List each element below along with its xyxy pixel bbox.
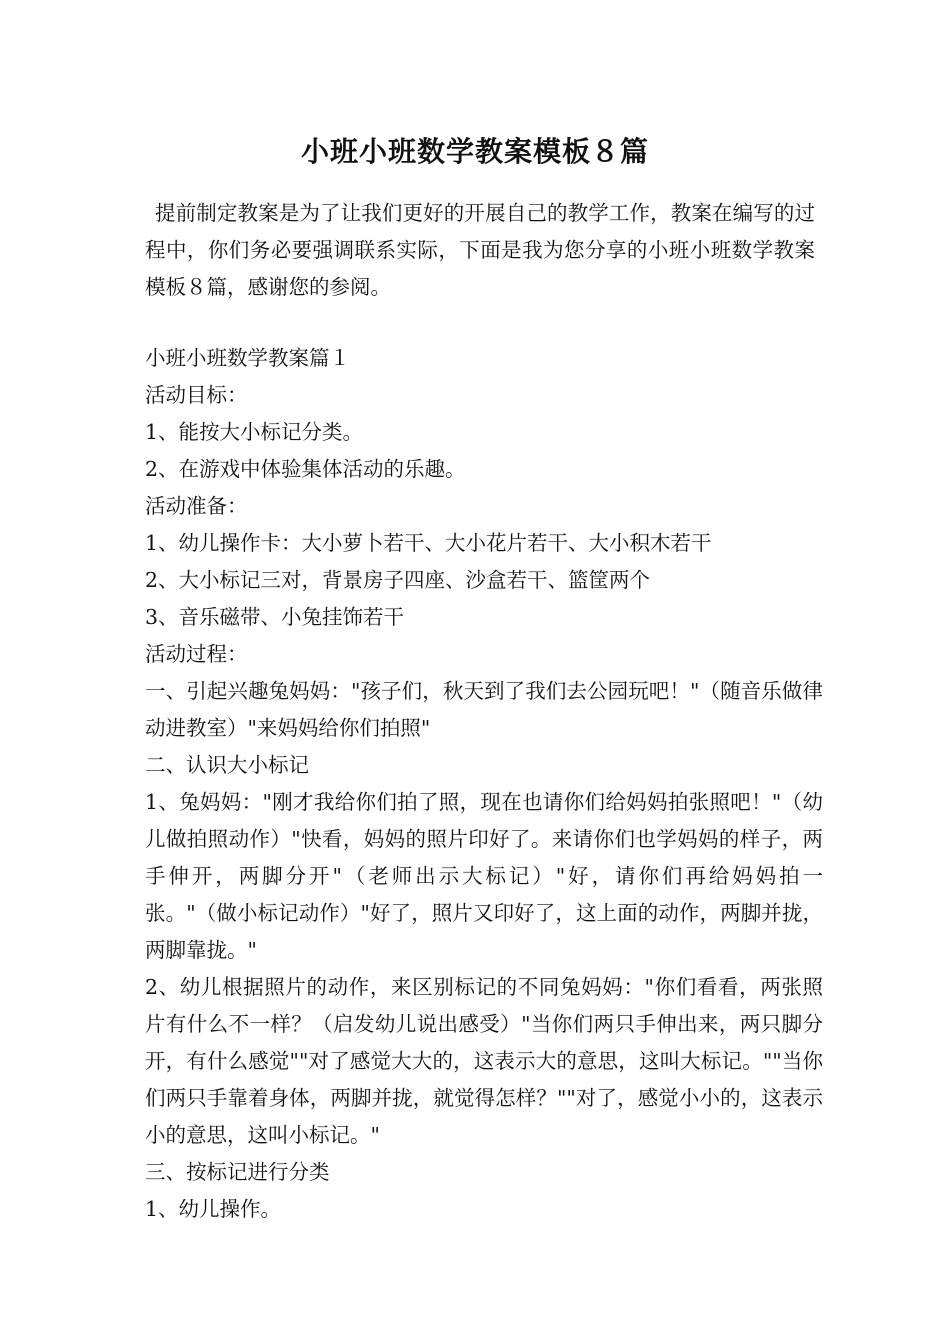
process-paragraph: 1、幼儿操作。 (145, 1197, 282, 1221)
process-step-heading: 二、认识大小标记 (145, 753, 309, 777)
document-title: 小班小班数学教案模板８篇 (300, 135, 649, 168)
section-heading: 小班小班数学教案篇１ (145, 346, 350, 370)
sub-heading-preparation: 活动准备： (145, 494, 248, 518)
sub-heading-process: 活动过程： (145, 642, 248, 666)
process-paragraph: 2、幼儿根据照片的动作，来区别标记的不同兔妈妈："你们看看，两张照片有什么不一样？（启发幼儿说出感受）"当你们两只手伸出来，两只脚分开，有什么感觉""对了感觉大大的，这表示大的意思，这叫大标记。""当你们两只手靠着身体，两脚并拢，就觉得怎样？""对了，感觉小小的，这表示小的意思，这叫小标记。" (145, 975, 823, 1147)
process-paragraph: 一、引起兴趣兔妈妈："孩子们，秋天到了我们去公园玩吧！"（随音乐做律动进教室）"来妈妈给你们拍照" (145, 679, 823, 740)
preparation-item: 2、大小标记三对，背景房子四座、沙盒若干、篮筐两个 (145, 568, 651, 592)
goal-item: 1、能按大小标记分类。 (145, 420, 364, 444)
document-body (145, 340, 823, 1228)
process-step-heading: 三、按标记进行分类 (145, 1160, 330, 1184)
sub-heading-goals: 活动目标： (145, 383, 248, 407)
preparation-item: 3、音乐磁带、小兔挂饰若干 (145, 605, 405, 629)
process-paragraph: 1、兔妈妈："刚才我给你们拍了照，现在也请你们给妈妈拍张照吧！"（幼儿做拍照动作）"快看，妈妈的照片印好了。来请你们也学妈妈的样子，两手伸开，两脚分开"（老师出示大标记）"好，请你们再给妈妈拍一张。"（做小标记动作）"好了，照片又印好了，这上面的动作，两脚并拢，两脚靠拢。" (145, 790, 823, 962)
intro-paragraph: 提前制定教案是为了让我们更好的开展自己的教学工作，教案在编写的过程中，你们务必要强调联系实际，下面是我为您分享的小班小班数学教案模板８篇，感谢您的参阅。 (145, 201, 815, 299)
goal-item: 2、在游戏中体验集体活动的乐趣。 (145, 457, 466, 481)
preparation-item: 1、幼儿操作卡：大小萝卜若干、大小花片若干、大小积木若干 (145, 531, 712, 555)
